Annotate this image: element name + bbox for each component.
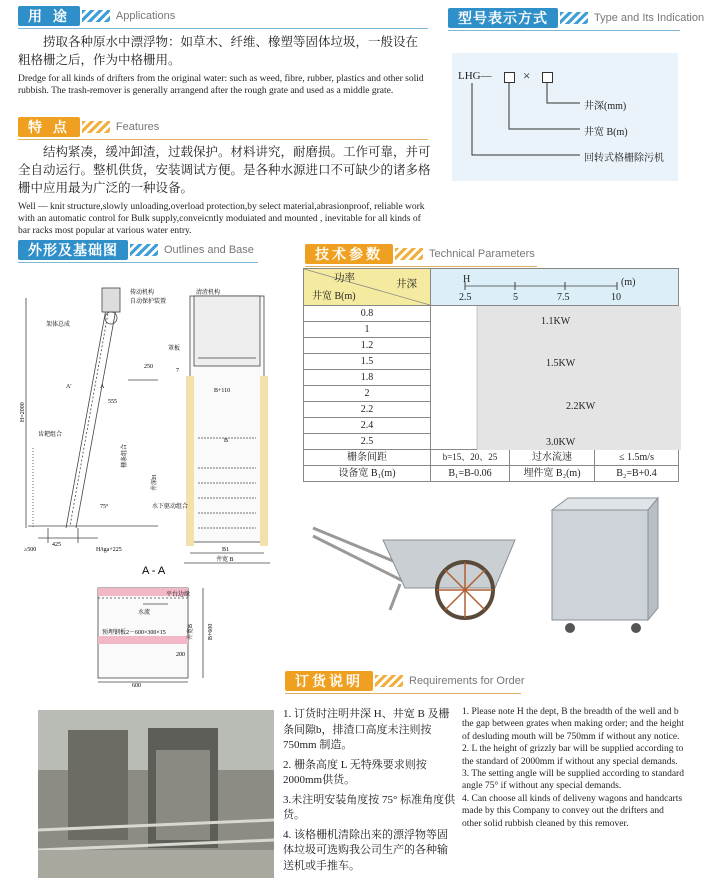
header-power: 功率 bbox=[334, 273, 355, 284]
h-unit: (m) bbox=[621, 277, 636, 288]
installation-photo bbox=[38, 710, 274, 878]
model-header bbox=[448, 8, 704, 28]
order-title: 订货说明 bbox=[285, 671, 373, 691]
label-b600: B+600 bbox=[208, 623, 214, 640]
model-code: LHG— bbox=[458, 70, 492, 82]
depth-axis-cell bbox=[431, 269, 679, 306]
label-75: 75° bbox=[100, 504, 109, 510]
header-underline bbox=[305, 266, 537, 267]
header-underline bbox=[18, 262, 258, 263]
width-cell: 0.8 bbox=[304, 306, 431, 322]
embed-width-value: B₂=B+0.4 bbox=[595, 466, 679, 482]
outline-header bbox=[18, 240, 254, 260]
label-250: 250 bbox=[144, 364, 153, 370]
label-a: A bbox=[100, 384, 105, 390]
model-label-depth: 井深(mm) bbox=[584, 101, 627, 112]
order-list-en bbox=[462, 706, 684, 830]
width-cell: 1.8 bbox=[304, 370, 431, 386]
photo-illustration bbox=[38, 710, 274, 878]
features-title-en: Features bbox=[115, 121, 160, 133]
model-label-width: 井宽 B(m) bbox=[584, 127, 628, 138]
h-tick-3: 7.5 bbox=[557, 292, 570, 303]
order-item-zh: 3.未注明安装角度按 75° 标准角度供货。 bbox=[283, 793, 456, 821]
section-aa-label: A - A bbox=[142, 565, 166, 577]
label-w-b: 井宽B bbox=[188, 623, 194, 640]
applications-title: 用 途 bbox=[18, 6, 80, 26]
label-500: ≥500 bbox=[24, 547, 37, 553]
width-cell: 1.5 bbox=[304, 354, 431, 370]
order-item-en: 4. Can choose all kinds of deliveny wagons and handcarts made by this Company to convey out the drifters and other solid rubbish cleaned by this remover. bbox=[462, 793, 683, 829]
order-item-zh: 4. 该格栅机清除出来的漂浮物等固体垃圾可选购我公司生产的各种输送机或手推车。 bbox=[283, 828, 448, 872]
technical-header bbox=[305, 244, 535, 264]
header-underline bbox=[448, 30, 680, 31]
outline-drawing bbox=[18, 268, 288, 688]
speed-label: 过水流速 bbox=[510, 450, 595, 466]
applications-body bbox=[18, 33, 428, 97]
label-425: 425 bbox=[52, 542, 61, 548]
header-underline bbox=[285, 693, 521, 694]
label-well-depth: 井深H bbox=[152, 474, 158, 491]
label-grating: 栅条组合 bbox=[122, 443, 128, 468]
header-cell bbox=[304, 269, 431, 306]
width-cell: 1 bbox=[304, 322, 431, 338]
outline-title: 外形及基础图 bbox=[18, 240, 128, 260]
header-underline bbox=[18, 139, 428, 140]
order-item-zh: 1. 订货时注明井深 H、井宽 B 及栅条间隙b，排渣口高度未注则按750mm 制造。 bbox=[283, 708, 450, 751]
wheelbarrow-image bbox=[305, 510, 525, 620]
equip-width-label: 设备宽 B₁(m) bbox=[304, 466, 431, 482]
applications-header bbox=[18, 6, 175, 26]
order-list-zh bbox=[283, 707, 458, 874]
label-555: 555 bbox=[108, 399, 117, 405]
label-h: H=2000 bbox=[20, 402, 26, 422]
technical-title-en: Technical Parameters bbox=[429, 248, 535, 260]
order-title-en: Requirements for Order bbox=[409, 675, 525, 687]
label-chain: 齿耙组合 bbox=[38, 432, 63, 438]
label-bw: 井宽 B bbox=[216, 557, 234, 563]
header-stripe bbox=[375, 675, 403, 687]
label-h225: H/tga+225 bbox=[96, 547, 122, 553]
applications-en: Dredge for all kinds of drifters from the original water: such as weed, fibre, rubber, plastics and other solid rubbish. The trash-remover is generally arrangend after the rough grate and used as a middle grate. bbox=[18, 74, 424, 96]
width-cell: 1.2 bbox=[304, 338, 431, 354]
label-b1: B1 bbox=[222, 547, 230, 553]
header-stripe bbox=[130, 244, 158, 256]
width-cell: 2.2 bbox=[304, 402, 431, 418]
header-stripe bbox=[560, 12, 588, 24]
label-embed: 预埋钢板2－600×300×15 bbox=[102, 630, 166, 636]
header-underline bbox=[18, 28, 428, 29]
technical-title: 技术参数 bbox=[305, 244, 393, 264]
features-body bbox=[18, 143, 434, 237]
label-200: 200 bbox=[176, 652, 185, 658]
technical-table bbox=[303, 268, 679, 482]
width-cell: 2.5 bbox=[304, 434, 431, 450]
power-label-4: 3.0KW bbox=[546, 437, 576, 448]
header-stripe bbox=[82, 121, 110, 133]
order-item-en: 2. L the height of grizzly bar will be supplied according to the standard of 2000mm if without any special demands. bbox=[462, 744, 684, 767]
width-cell: 2.4 bbox=[304, 418, 431, 434]
label-cover: 罩板 bbox=[168, 346, 181, 352]
model-times: × bbox=[523, 68, 531, 83]
embed-width-label: 埋件宽 B₂(m) bbox=[510, 466, 595, 482]
h-tick-2: 5 bbox=[513, 292, 518, 303]
label-b110: B+110 bbox=[214, 388, 231, 394]
label-7: 7 bbox=[176, 368, 179, 374]
label-flow: 水流 bbox=[138, 610, 151, 616]
header-width: 井宽 B(m) bbox=[312, 291, 356, 302]
outline-title-en: Outlines and Base bbox=[164, 244, 254, 256]
model-title-en: Type and Its Indication bbox=[594, 12, 705, 24]
power-region bbox=[431, 306, 679, 450]
h-tick-1: 2.5 bbox=[459, 292, 472, 303]
power-label-1: 1.1KW bbox=[541, 316, 571, 327]
applications-title-en: Applications bbox=[115, 10, 176, 22]
label-clean: 清渣机构 bbox=[196, 290, 221, 296]
header-stripe bbox=[82, 10, 110, 22]
front-view bbox=[184, 296, 270, 563]
gap-label: 栅条间距 bbox=[304, 450, 431, 466]
order-item-zh: 2. 栅条高度 L 无特殊要求则按2000mm供货。 bbox=[283, 758, 427, 786]
features-zh: 结构紧凑，缓冲卸渣，过载保护。材料讲究，耐磨损。工作可靠，并可全自动运行。整机供货，安装调试方便。是各种水源进口不可缺少的诸多格栅中应用最为广泛的一种设备。 bbox=[18, 145, 431, 195]
features-header bbox=[18, 117, 159, 137]
features-en: Well — knit structure,slowly unloading,overload protection,by select material,abrasionproof, reliable work with an automatic control for Bulk supply,conveicntly moduiated and mounted , inevitable for all kinds of bar racks most popular at various water entry. bbox=[18, 202, 425, 236]
label-a-prime: A' bbox=[66, 384, 72, 390]
waste-bin-image bbox=[540, 490, 670, 640]
gap-value: b=15、20、25 bbox=[431, 450, 510, 466]
h-tick-4: 10 bbox=[611, 292, 621, 303]
power-label-3: 2.2KW bbox=[566, 401, 596, 412]
label-drive: 传动机构 bbox=[130, 290, 155, 296]
model-label-name: 回转式格栅除污机 bbox=[584, 153, 664, 164]
label-overload: 自动保护装置 bbox=[130, 299, 167, 305]
model-box bbox=[452, 53, 678, 181]
features-title: 特 点 bbox=[18, 117, 80, 137]
order-item-en: 3. The setting angle will be supplied according to standard angle 75° if without any special demands. bbox=[462, 769, 684, 792]
order-header bbox=[285, 671, 525, 691]
order-item-en: 1. Please note H the dept, B the breadth of the well and b the gap between grates when making order; and the height of desluding mouth will be 750mm if without any notice. bbox=[462, 707, 684, 742]
header-depth: 井深 bbox=[396, 279, 417, 290]
header-stripe bbox=[395, 248, 423, 260]
model-title: 型号表示方式 bbox=[448, 8, 558, 28]
applications-zh: 捞取各种原水中漂浮物：如草木、纤维、橡塑等固体垃圾，一般设在粗格栅之后，作为中格栅用。 bbox=[18, 35, 419, 67]
h-axis bbox=[461, 281, 621, 291]
h-label: H bbox=[463, 274, 471, 285]
speed-value: ≤ 1.5m/s bbox=[595, 450, 679, 466]
label-water: 水下驱动组合 bbox=[152, 504, 189, 510]
label-b: B bbox=[224, 438, 229, 444]
width-cell: 2 bbox=[304, 386, 431, 402]
label-frame: 架体总成 bbox=[46, 322, 71, 328]
power-label-2: 1.5KW bbox=[546, 358, 576, 369]
label-platform: 平台边缘 bbox=[166, 592, 191, 598]
label-600: 600 bbox=[132, 683, 141, 688]
equip-width-value: B₁=B-0.06 bbox=[431, 466, 510, 482]
